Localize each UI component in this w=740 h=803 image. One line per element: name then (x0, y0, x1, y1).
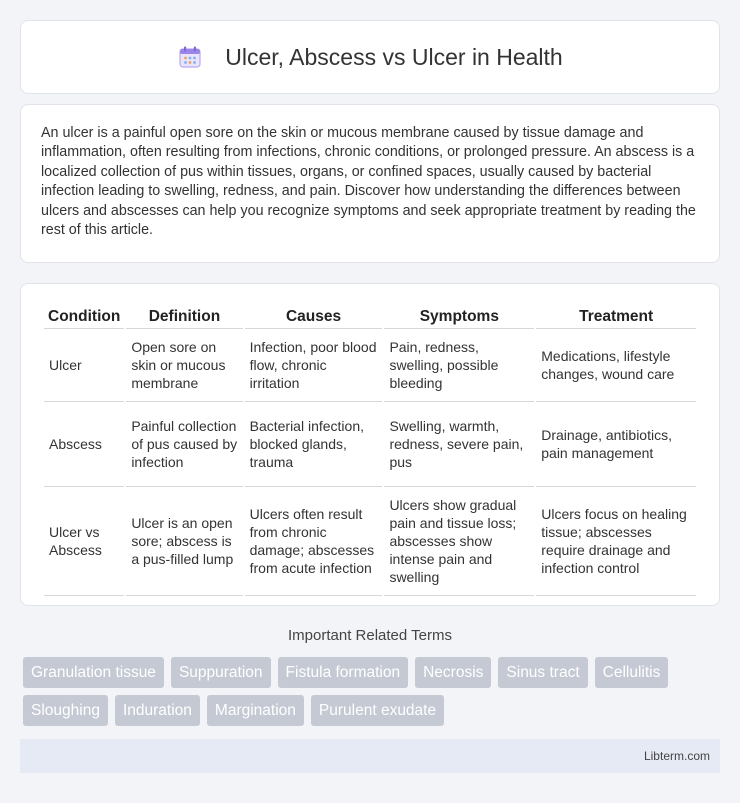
related-term-tag[interactable]: Margination (207, 695, 304, 726)
related-term-tag[interactable]: Granulation tissue (23, 657, 164, 688)
page-title: Ulcer, Abscess vs Ulcer in Health (225, 43, 563, 70)
related-term-tag[interactable]: Induration (115, 695, 200, 726)
title-wrap (177, 44, 562, 71)
cell-symptoms: Pain, redness, swelling, possible bleeding (384, 329, 534, 402)
cell-causes: Ulcers often result from chronic damage; abscesses from acute infection (245, 487, 383, 596)
table-row (44, 329, 696, 402)
cell-definition: Painful collection of pus caused by infection (126, 402, 242, 487)
cell-definition: Ulcer is an open sore; abscess is a pus-filled lump (126, 487, 242, 596)
header-definition: Definition (126, 304, 242, 329)
header-causes: Causes (245, 304, 383, 329)
related-term-tag[interactable]: Cellulitis (595, 657, 669, 688)
related-term-tag[interactable]: Suppuration (171, 657, 271, 688)
cell-condition: Ulcer vs Abscess (44, 487, 124, 596)
header-condition: Condition (44, 304, 124, 329)
related-term-tag[interactable]: Sloughing (23, 695, 108, 726)
related-terms-list (23, 657, 723, 726)
related-term-tag[interactable]: Necrosis (415, 657, 491, 688)
calendar-icon (177, 44, 203, 70)
cell-treatment: Drainage, antibiotics, pain management (536, 402, 696, 487)
related-term-tag[interactable]: Sinus tract (498, 657, 587, 688)
cell-condition: Ulcer (44, 329, 124, 402)
related-term-tag[interactable]: Purulent exudate (311, 695, 444, 726)
table-row (44, 402, 696, 487)
comparison-table (42, 304, 698, 596)
comparison-table-card (20, 283, 720, 606)
table-header-row (44, 304, 696, 329)
header-symptoms: Symptoms (384, 304, 534, 329)
cell-treatment: Medications, lifestyle changes, wound care (536, 329, 696, 402)
cell-causes: Bacterial infection, blocked glands, trauma (245, 402, 383, 487)
cell-causes: Infection, poor blood flow, chronic irritation (245, 329, 383, 402)
footer-site-link[interactable]: Libterm.com (643, 749, 710, 763)
intro-card (20, 104, 720, 263)
cell-definition: Open sore on skin or mucous membrane (126, 329, 242, 402)
cell-condition: Abscess (44, 402, 124, 487)
cell-symptoms: Swelling, warmth, redness, severe pain, pus (384, 402, 534, 487)
header-treatment: Treatment (536, 304, 696, 329)
related-terms-heading: Important Related Terms (288, 627, 452, 644)
cell-treatment: Ulcers focus on healing tissue; abscesses require drainage and infection control (536, 487, 696, 596)
title-card (20, 20, 720, 94)
related-term-tag[interactable]: Fistula formation (278, 657, 409, 688)
footer (20, 739, 720, 773)
table-row (44, 487, 696, 596)
intro-paragraph: An ulcer is a painful open sore on the skin or mucous membrane caused by tissue damage and inflammation, often resulting from infections, chronic conditions, or prolonged pressure. An abscess is a localized collection of pus within tissues, organs, or confined spaces, usually caused by bacterial infection leading to swelling, redness, and pain. Discover how understanding the differences between ulcers and abscesses can help you recognize symptoms and seek appropriate treatment by reading the rest of this article. (41, 125, 696, 239)
cell-symptoms: Ulcers show gradual pain and tissue loss; abscesses show intense pain and swelling (384, 487, 534, 596)
